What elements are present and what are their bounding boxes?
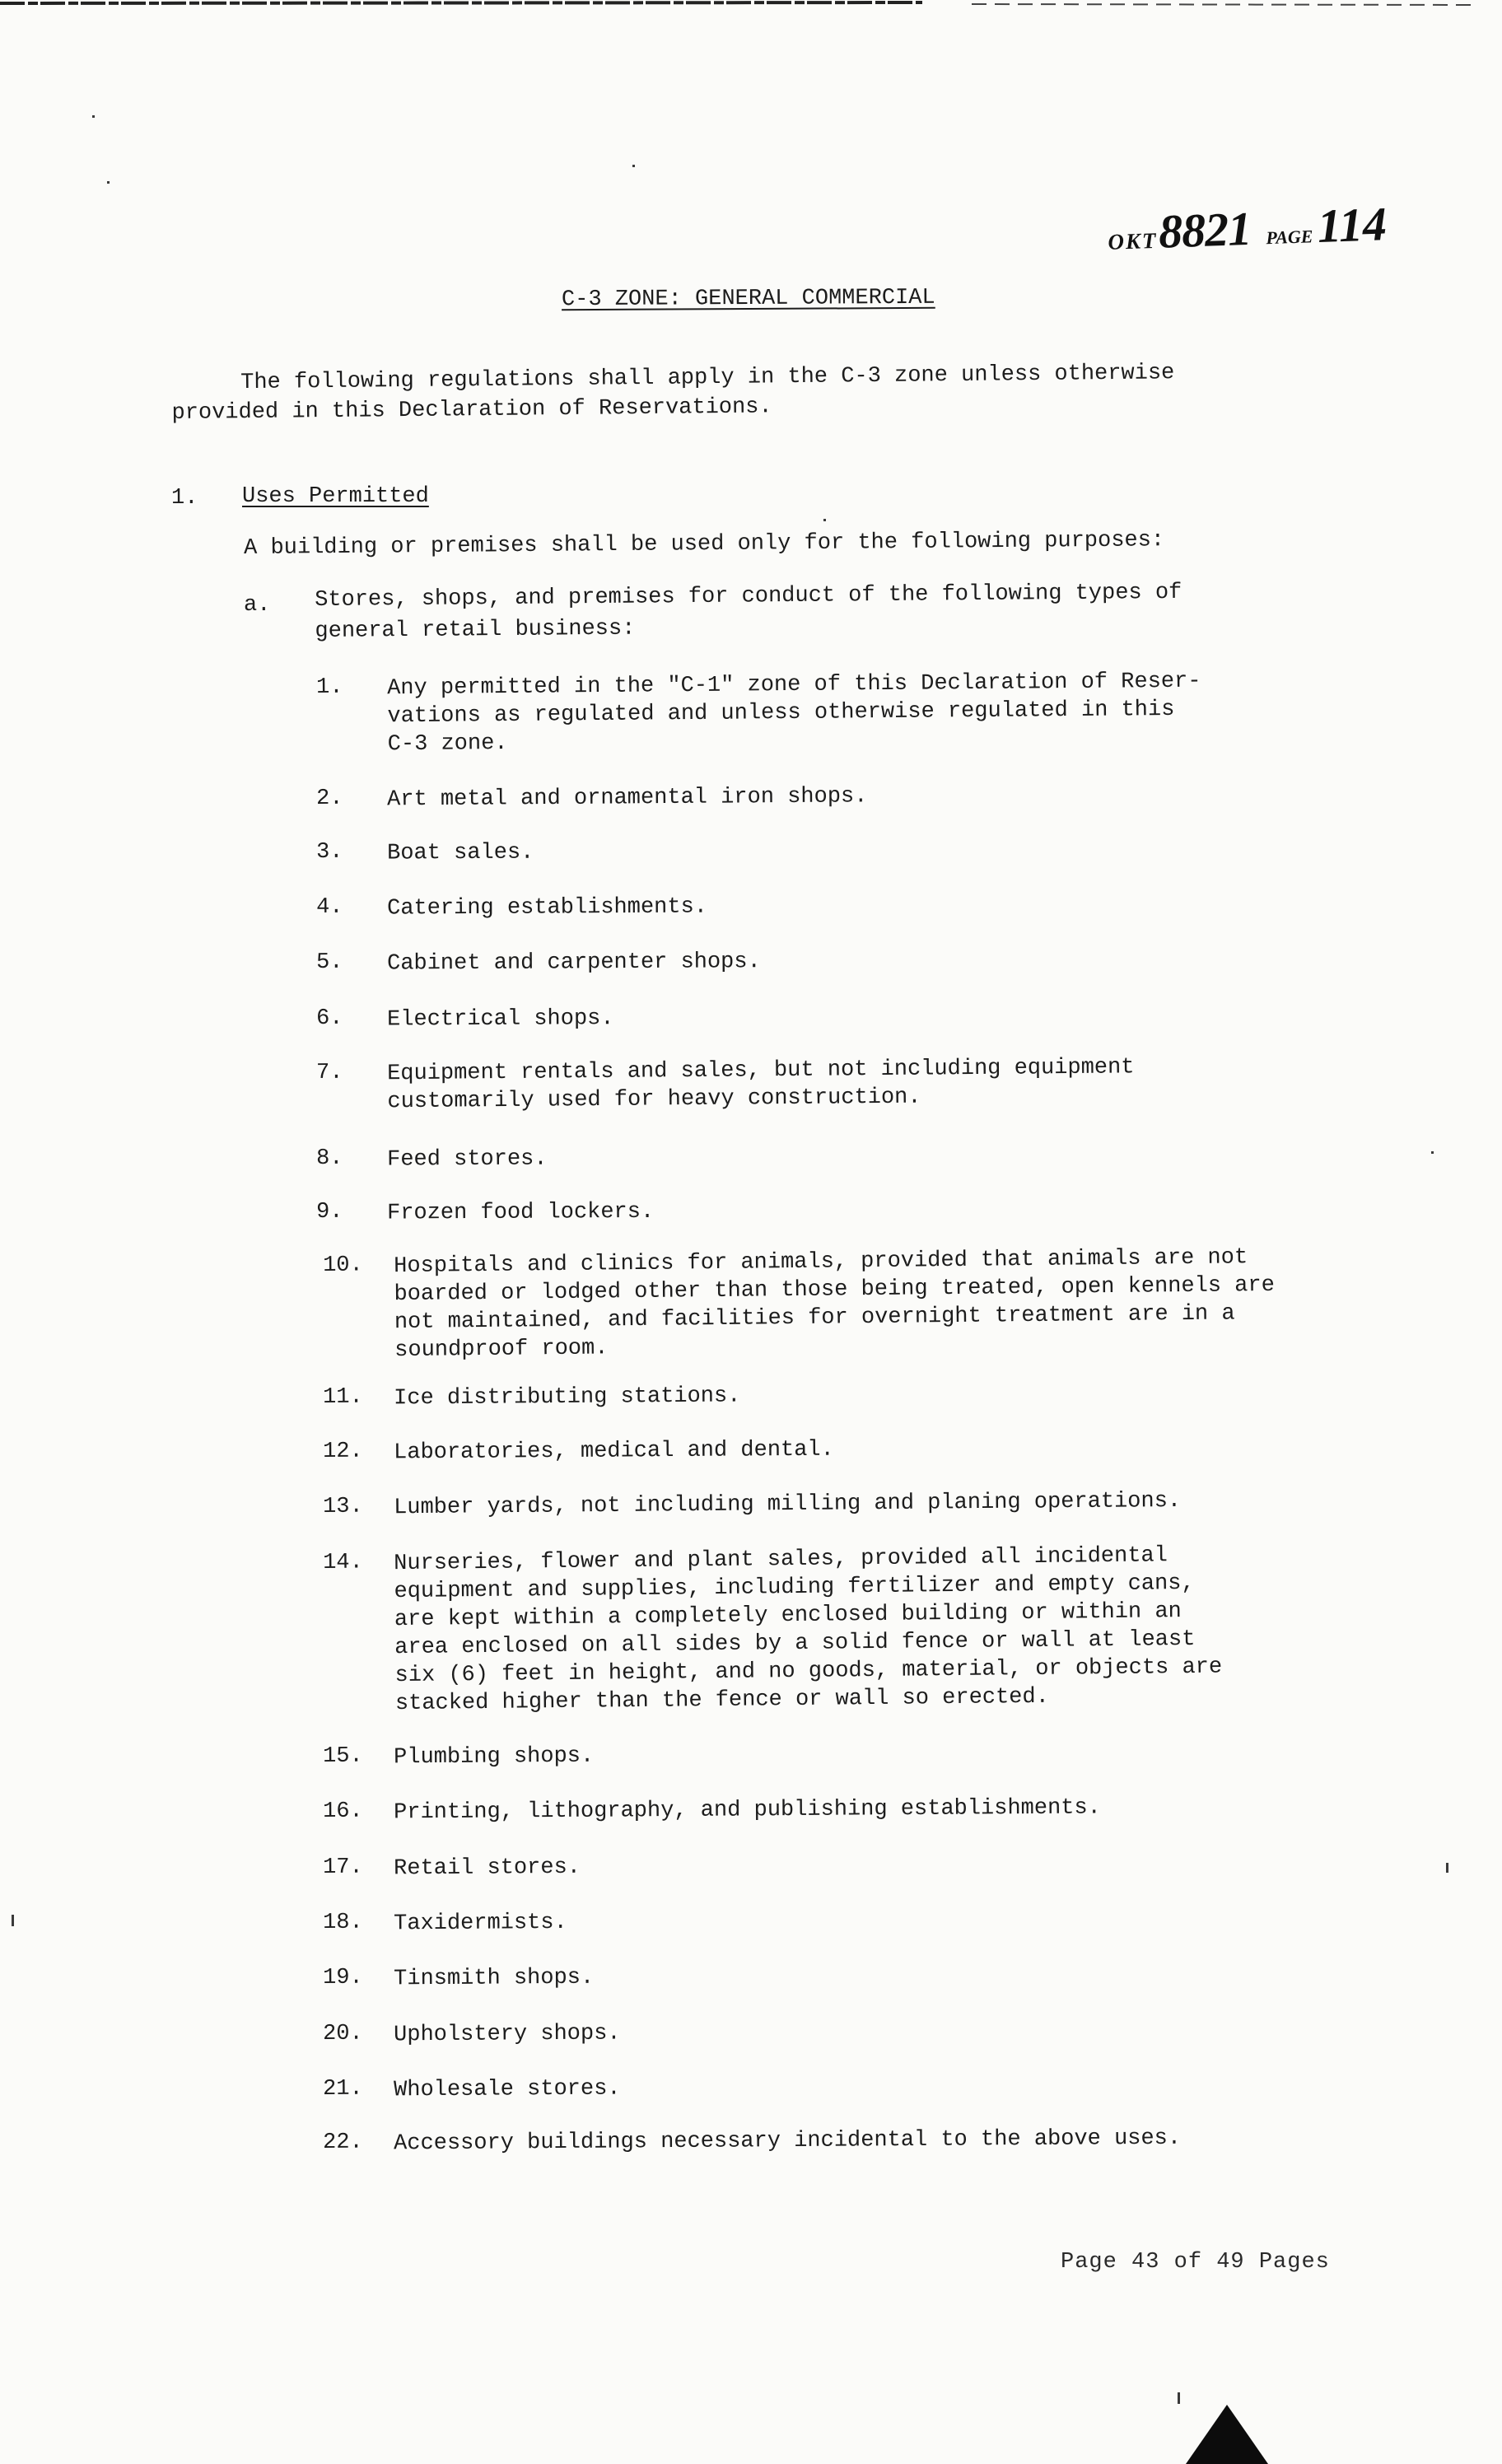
scan-speck: [1446, 1863, 1448, 1873]
list-item-line: Equipment rentals and sales, but not including equipment: [387, 1055, 1135, 1087]
list-item-number: 14.: [323, 1550, 363, 1575]
list-item-number: 16.: [323, 1799, 363, 1824]
scan-edge-noise: [0, 0, 1502, 12]
list-item-line: Boat sales.: [387, 840, 534, 866]
list-item-line: equipment and supplies, including fertilizer and empty cans,: [394, 1570, 1195, 1605]
list-item-text: [387, 1052, 1376, 1116]
list-item-line: Any permitted in the "C-1" zone of this Declaration of Reser-: [387, 669, 1201, 702]
book-number: 8821: [1157, 201, 1252, 259]
list-item-text: [387, 834, 1375, 867]
list-item-line: Nurseries, flower and plant sales, provided all incidental: [394, 1543, 1168, 1577]
list-item-number: 22.: [323, 2130, 363, 2155]
list-item-text: [394, 1848, 1382, 1883]
list-item-number: 9.: [316, 1199, 343, 1225]
book-label: OKT: [1107, 227, 1158, 254]
list-item-line: Upholstery shops.: [394, 2021, 621, 2048]
list-item-line: Printing, lithography, and publishing establishments.: [394, 1795, 1101, 1826]
list-item-text: [387, 889, 1375, 922]
list-item-text: [394, 1540, 1383, 1719]
section-lead: A building or premises shall be used only for the following purposes:: [244, 528, 1165, 561]
intro-line: The following regulations shall apply in the C-3 zone unless otherwise: [240, 361, 1175, 396]
list-item-text: [387, 779, 1375, 814]
list-item-number: 15.: [323, 1743, 363, 1769]
page-number: 114: [1316, 197, 1388, 253]
list-item-number: 7.: [316, 1060, 343, 1085]
list-item-number: 6.: [316, 1006, 343, 1031]
list-item-text: [387, 1141, 1375, 1174]
list-item-text: [394, 1243, 1383, 1365]
list-item-text: [394, 1486, 1382, 1522]
list-item-text: [394, 1792, 1382, 1827]
list-item-line: Retail stores.: [394, 1855, 581, 1882]
subsection-text: [315, 576, 1304, 647]
subsection-letter: a.: [244, 593, 271, 618]
list-item-number: 13.: [323, 1494, 363, 1519]
list-item-text: [394, 1903, 1382, 1938]
list-item-text: [394, 2123, 1382, 2158]
list-item-number: 11.: [323, 1384, 363, 1410]
section-number: 1.: [171, 486, 198, 511]
list-item-text: [394, 1432, 1382, 1467]
scan-corner-mark: [1186, 2405, 1268, 2464]
list-item-line: Wholesale stores.: [394, 2076, 621, 2103]
list-item-line: are kept within a completely enclosed building or within an: [394, 1599, 1182, 1633]
scan-speck: [12, 1915, 14, 1926]
list-item-line: Plumbing shops.: [394, 1743, 595, 1771]
list-item-line: Laboratories, medical and dental.: [394, 1437, 834, 1466]
section-heading: Uses Permitted: [242, 484, 429, 509]
list-item-line: soundproof room.: [394, 1336, 609, 1364]
intro-line: provided in this Declaration of Reservations.: [171, 394, 772, 426]
list-item-text: [394, 1378, 1382, 1412]
list-item-line: six (6) feet in height, and no goods, material, or objects are: [394, 1654, 1223, 1689]
list-item-line: Ice distributing stations.: [394, 1384, 741, 1412]
list-item-line: not maintained, and facilities for overnight treatment are in a: [394, 1301, 1235, 1336]
list-item-number: 21.: [323, 2076, 363, 2102]
list-item-line: Accessory buildings necessary incidental to the above uses.: [394, 2126, 1182, 2157]
list-item-line: Electrical shops.: [387, 1006, 614, 1033]
list-item-text: [394, 2070, 1382, 2104]
list-item-number: 1.: [316, 674, 343, 700]
scan-speck: [632, 165, 635, 167]
list-item-text: [387, 666, 1376, 758]
list-item-number: 8.: [316, 1146, 343, 1171]
list-item-number: 10.: [323, 1253, 363, 1278]
list-item-number: 19.: [323, 1965, 363, 1990]
list-item-line: vations as regulated and unless otherwise regulated in this: [387, 697, 1175, 730]
list-item-text: [387, 945, 1375, 978]
list-item-line: area enclosed on all sides by a solid fence or wall at least: [394, 1626, 1196, 1661]
book-page-stamp: [1107, 196, 1388, 261]
list-item-number: 2.: [316, 786, 343, 811]
list-item-line: Taxidermists.: [394, 1910, 567, 1937]
subsection-line: Stores, shops, and premises for conduct of the following types of: [315, 580, 1182, 613]
page-label: PAGE: [1265, 226, 1313, 249]
page-footer: Page 43 of 49 Pages: [1061, 2250, 1330, 2275]
list-item-text: [394, 1737, 1382, 1771]
list-item-number: 3.: [316, 839, 343, 865]
scan-speck: [92, 115, 95, 118]
list-item-line: Art metal and ornamental iron shops.: [387, 784, 868, 813]
list-item-line: stacked higher than the fence or wall so erected.: [394, 1684, 1050, 1717]
list-item-text: [387, 1194, 1375, 1227]
list-item-line: Tinsmith shops.: [394, 1965, 595, 1992]
list-item-line: Feed stores.: [387, 1146, 548, 1173]
subsection-line: general retail business:: [315, 616, 636, 644]
scan-speck: [823, 519, 826, 521]
list-item-number: 4.: [316, 894, 343, 920]
list-item-line: Cabinet and carpenter shops.: [387, 950, 761, 977]
scan-speck: [1178, 2392, 1180, 2404]
list-item-text: [394, 1958, 1382, 1993]
list-item-text: [387, 1001, 1375, 1034]
scan-speck: [1431, 1151, 1434, 1154]
page-title: C-3 ZONE: GENERAL COMMERCIAL: [561, 285, 935, 313]
list-item-number: 18.: [323, 1910, 363, 1935]
scan-speck: [107, 181, 110, 184]
list-item-number: 17.: [323, 1855, 363, 1880]
list-item-number: 20.: [323, 2021, 363, 2046]
list-item-line: Catering establishments.: [387, 894, 708, 922]
list-item-line: Lumber yards, not including milling and planing operations.: [394, 1488, 1182, 1521]
list-item-number: 5.: [316, 950, 343, 975]
list-item-line: customarily used for heavy construction.: [387, 1085, 921, 1115]
list-item-text: [394, 2014, 1382, 2049]
intro-paragraph: [171, 357, 1276, 428]
list-item-line: Frozen food lockers.: [387, 1199, 655, 1226]
list-item-number: 12.: [323, 1439, 363, 1464]
list-item-line: Hospitals and clinics for animals, provided that animals are not: [394, 1245, 1248, 1280]
list-item-line: C-3 zone.: [387, 730, 508, 758]
list-item-line: boarded or lodged other than those being treated, open kennels are: [394, 1272, 1276, 1308]
